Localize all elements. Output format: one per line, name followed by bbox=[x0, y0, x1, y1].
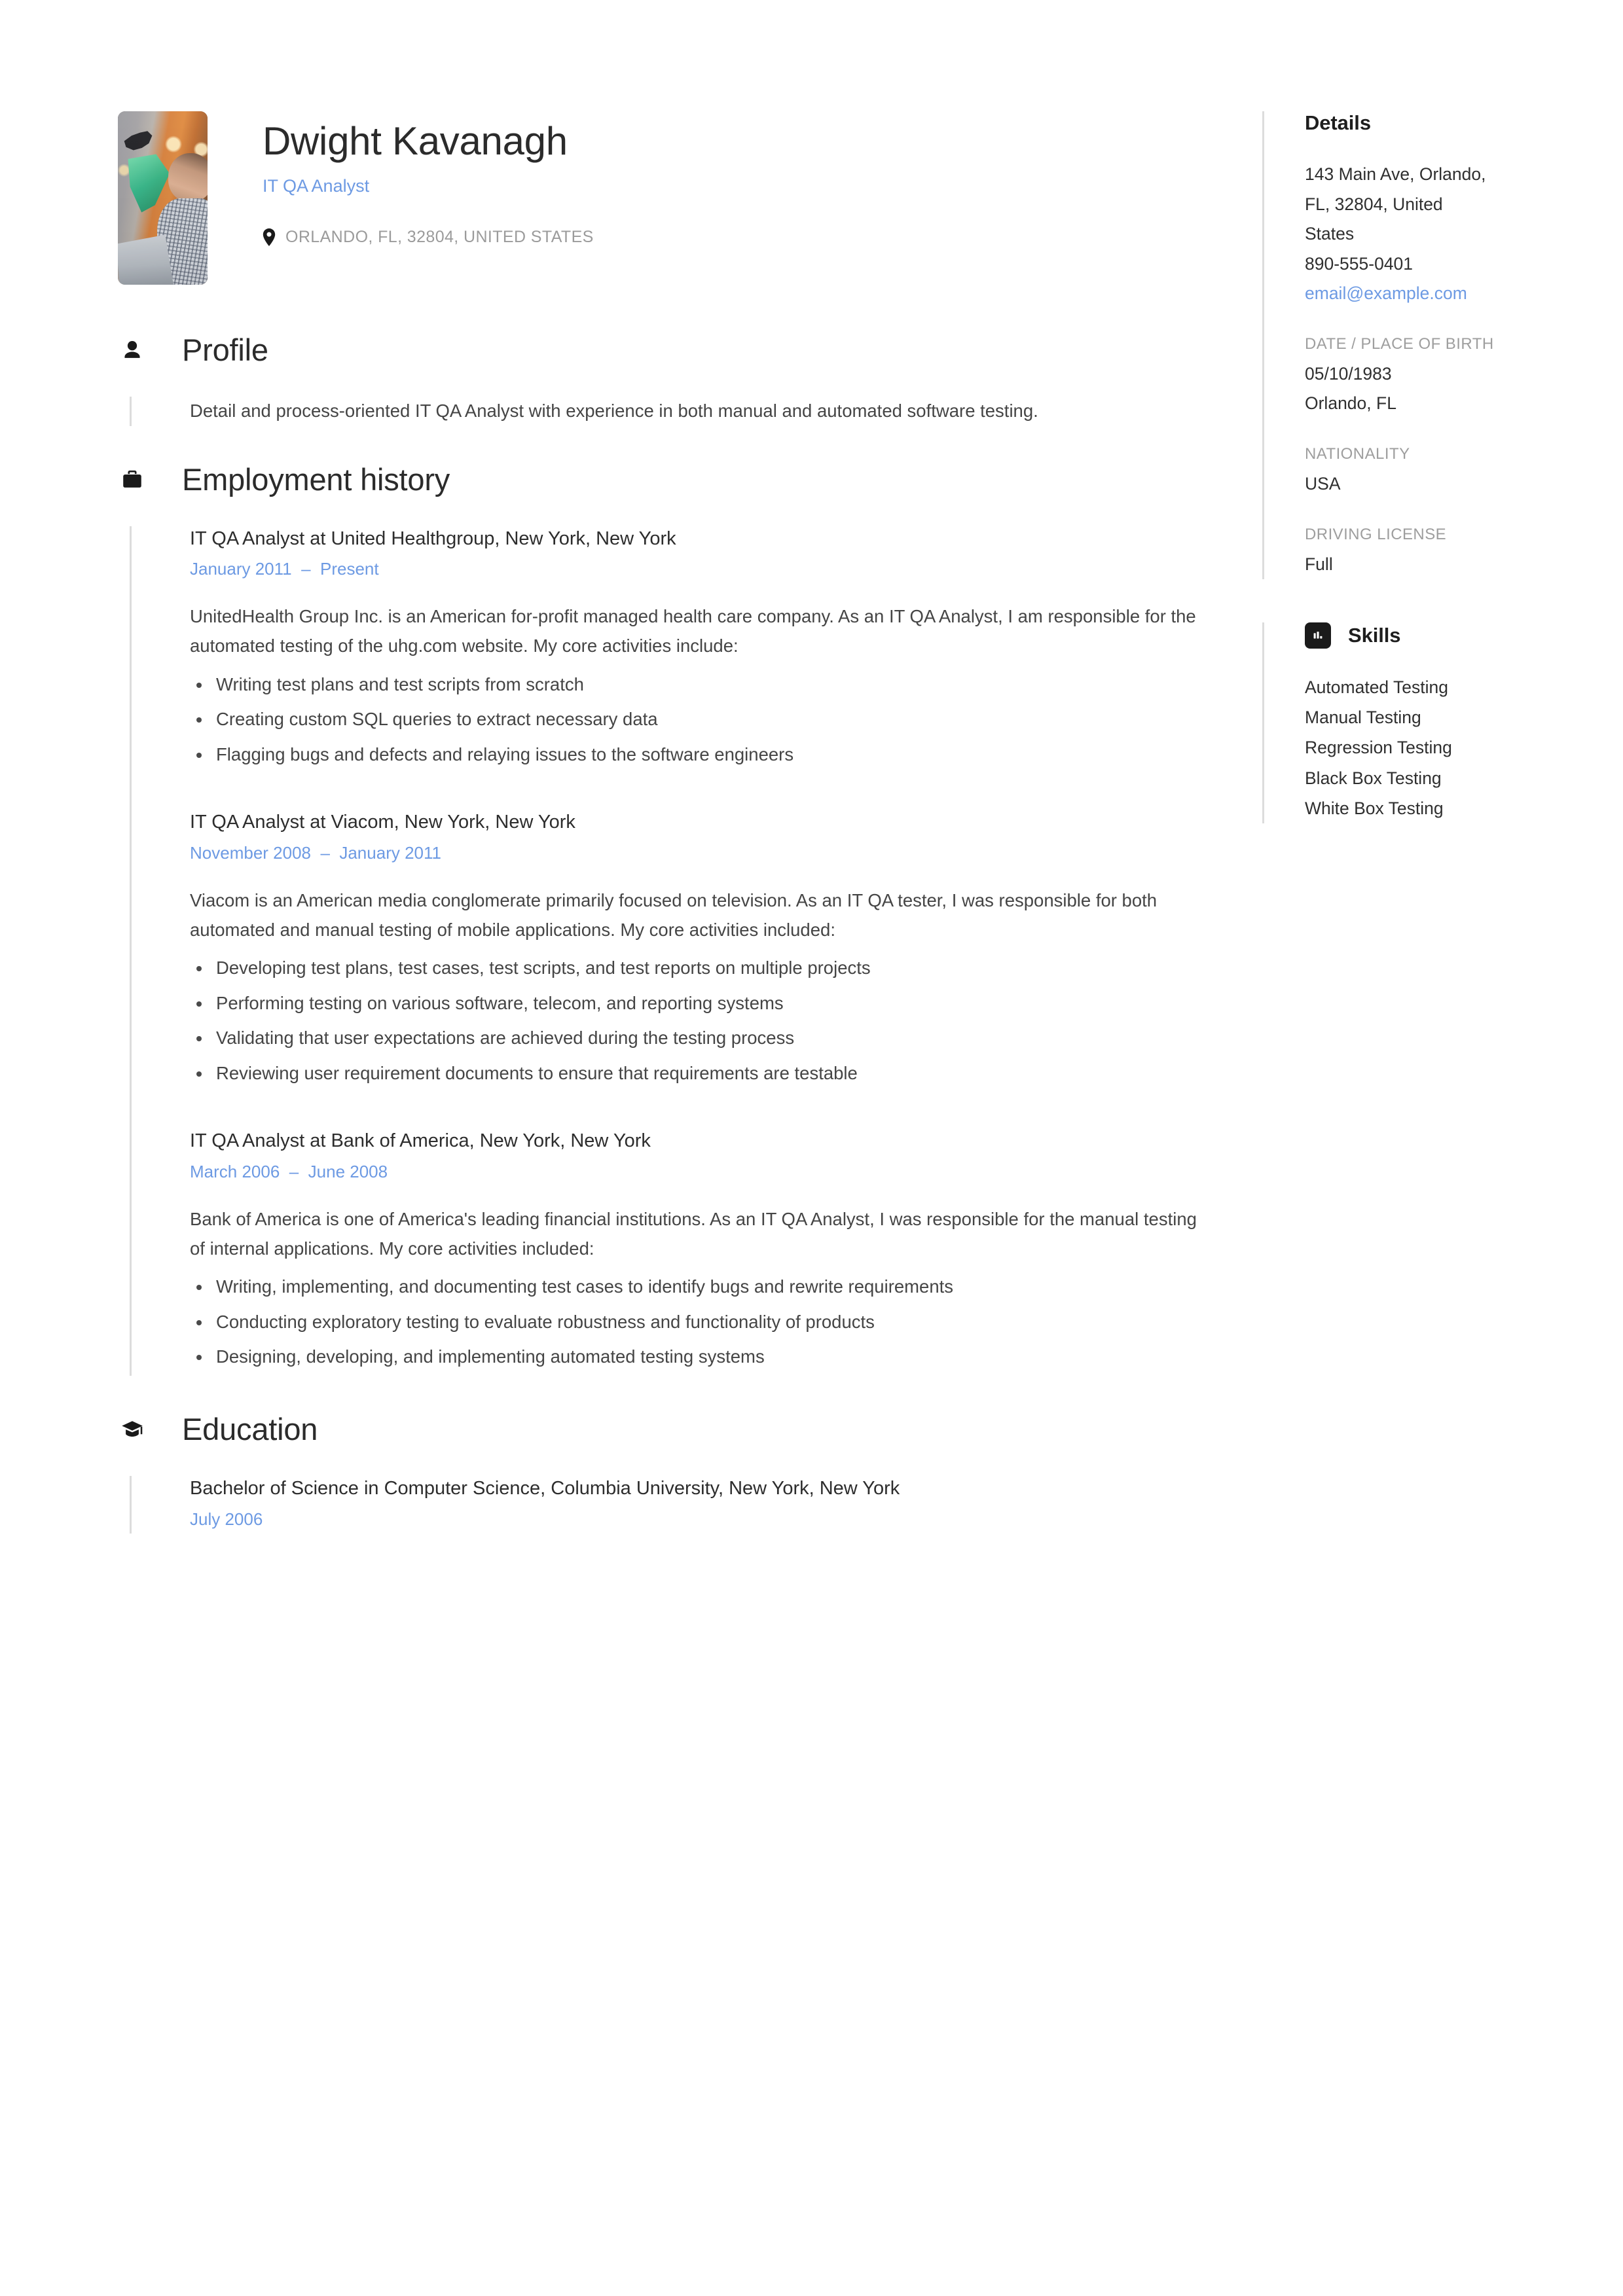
address-line-1: 143 Main Ave, Orlando, bbox=[1305, 164, 1486, 184]
education-title: Education bbox=[182, 1411, 318, 1446]
driving-license-value: Full bbox=[1305, 554, 1333, 574]
entry-title: IT QA Analyst at Viacom, New York, New York bbox=[190, 812, 575, 833]
employment-entry bbox=[190, 1128, 1211, 1376]
email-link[interactable]: email@example.com bbox=[1305, 283, 1467, 304]
entry-date: November 2008 – January 2011 bbox=[190, 843, 441, 863]
main-column bbox=[118, 111, 1211, 1534]
sidebar-spacer bbox=[1262, 579, 1505, 622]
sidebar bbox=[1211, 111, 1505, 1534]
entry-bullet-list bbox=[190, 670, 1211, 770]
dob-date: 05/10/1983 bbox=[1305, 363, 1392, 384]
address-line-2: FL, 32804, United bbox=[1305, 194, 1443, 214]
list-item: Black Box Testing bbox=[1305, 768, 1442, 788]
list-item: Manual Testing bbox=[1305, 708, 1421, 728]
entry-date: July 2006 bbox=[190, 1509, 263, 1529]
education-heading-row bbox=[118, 1411, 1211, 1447]
list-item: Writing test plans and test scripts from scratch bbox=[190, 670, 1211, 700]
section-employment bbox=[118, 461, 1211, 1376]
list-item: Designing, developing, and implementing automated testing systems bbox=[190, 1342, 1211, 1372]
map-pin-icon bbox=[263, 228, 276, 246]
entry-bullet-list bbox=[190, 1272, 1211, 1372]
education-body bbox=[130, 1476, 1211, 1534]
location-row bbox=[263, 228, 594, 247]
list-item: Conducting exploratory testing to evaluate robustness and functionality of products bbox=[190, 1308, 1211, 1337]
list-item: Performing testing on various software, telecom, and reporting systems bbox=[190, 989, 1211, 1018]
details-title: Details bbox=[1305, 111, 1371, 134]
list-item: Creating custom SQL queries to extract necessary data bbox=[190, 705, 1211, 734]
list-item: Regression Testing bbox=[1305, 738, 1452, 758]
dob-label: DATE / PLACE OF BIRTH bbox=[1305, 334, 1494, 353]
resume-header bbox=[118, 111, 1211, 285]
bar-chart-icon bbox=[1305, 622, 1331, 649]
job-title: IT QA Analyst bbox=[263, 175, 370, 196]
list-item: White Box Testing bbox=[1305, 798, 1444, 818]
profile-photo bbox=[118, 111, 208, 285]
entry-title: IT QA Analyst at Bank of America, New York, New York bbox=[190, 1130, 651, 1152]
page-title: Dwight Kavanagh bbox=[263, 119, 568, 163]
list-item: Automated Testing bbox=[1305, 677, 1449, 698]
nationality-value: USA bbox=[1305, 474, 1341, 494]
person-icon bbox=[118, 336, 147, 365]
employment-heading-row bbox=[118, 461, 1211, 497]
entry-date: January 2011 – Present bbox=[190, 559, 379, 579]
entry-date: March 2006 – June 2008 bbox=[190, 1162, 388, 1182]
profile-body bbox=[130, 397, 1211, 426]
skills-title: Skills bbox=[1348, 624, 1401, 647]
employment-title: Employment history bbox=[182, 461, 450, 497]
entry-description: Bank of America is one of America's leading financial institutions. As an IT QA Analyst, I was responsible for the manual testing of internal applications. My core activities included: bbox=[190, 1209, 1197, 1259]
entry-description: UnitedHealth Group Inc. is an American for-profit managed health care company. As an IT QA Analyst, I am responsible for the automated testing of the uhg.com website. My core activities include: bbox=[190, 606, 1196, 656]
driving-license-label: DRIVING LICENSE bbox=[1305, 525, 1447, 543]
list-item: Developing test plans, test cases, test scripts, and test reports on multiple projects bbox=[190, 954, 1211, 983]
location-text: ORLANDO, FL, 32804, UNITED STATES bbox=[285, 227, 594, 246]
nationality-label: NATIONALITY bbox=[1305, 445, 1410, 463]
employment-entry bbox=[190, 810, 1211, 1092]
profile-heading-row bbox=[118, 332, 1211, 368]
employment-body bbox=[130, 526, 1211, 1376]
section-profile bbox=[118, 332, 1211, 426]
entry-title: Bachelor of Science in Computer Science, Columbia University, New York, New York bbox=[190, 1477, 900, 1499]
list-item: Reviewing user requirement documents to ensure that requirements are testable bbox=[190, 1059, 1211, 1088]
sidebar-details-block bbox=[1262, 111, 1505, 579]
entry-description: Viacom is an American media conglomerate primarily focused on television. As an IT QA tester, I was responsible for both automated and manual testing of mobile applications. My core activities included: bbox=[190, 890, 1158, 940]
entry-bullet-list bbox=[190, 954, 1211, 1088]
list-item: Flagging bugs and defects and relaying issues to the software engineers bbox=[190, 740, 1211, 770]
phone-number: 890-555-0401 bbox=[1305, 253, 1413, 274]
sidebar-skills-block bbox=[1262, 622, 1505, 823]
employment-entry bbox=[190, 526, 1211, 774]
education-entry bbox=[190, 1476, 1211, 1534]
list-item: Validating that user expectations are achieved during the testing process bbox=[190, 1024, 1211, 1053]
briefcase-icon bbox=[118, 465, 147, 493]
dob-place: Orlando, FL bbox=[1305, 393, 1396, 414]
entry-title: IT QA Analyst at United Healthgroup, New York, New York bbox=[190, 528, 676, 549]
skills-list bbox=[1305, 672, 1505, 823]
graduation-cap-icon bbox=[118, 1414, 147, 1443]
section-education bbox=[118, 1411, 1211, 1534]
photo-overlay bbox=[118, 111, 208, 285]
list-item: Writing, implementing, and documenting test cases to identify bugs and rewrite requirements bbox=[190, 1272, 1211, 1302]
skills-heading-row bbox=[1305, 622, 1505, 649]
address-line-3: States bbox=[1305, 224, 1355, 244]
profile-title: Profile bbox=[182, 332, 268, 367]
header-text-group bbox=[208, 111, 594, 247]
profile-text: Detail and process-oriented IT QA Analyst with experience in both manual and automated software testing. bbox=[190, 401, 1038, 421]
